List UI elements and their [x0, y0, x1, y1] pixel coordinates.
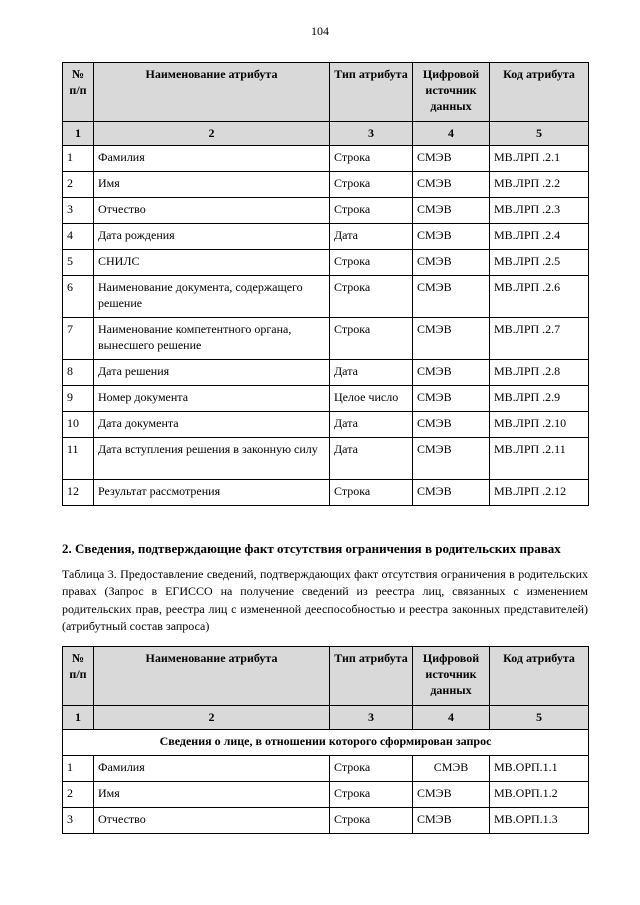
cell-attribute-name: СНИЛС: [94, 250, 330, 276]
page-number: 104: [311, 24, 329, 38]
cell-attribute-name: Имя: [94, 172, 330, 198]
column-numbers-row: [63, 706, 589, 730]
section-row-title: Сведения о лице, в отношении которого сформирован запрос: [63, 730, 589, 756]
cell-number: 5: [63, 250, 94, 276]
table-row: [63, 276, 589, 318]
table-row: [63, 318, 589, 360]
cell-attribute-type: Строка: [330, 318, 413, 360]
cell-attribute-type: Дата: [330, 438, 413, 480]
header-attribute-code: Код атрибута: [490, 647, 589, 706]
cell-attribute-type: Дата: [330, 224, 413, 250]
table-section-row: [63, 730, 589, 756]
cell-attribute-type: Строка: [330, 198, 413, 224]
cell-attribute-type: Строка: [330, 172, 413, 198]
header-data-source: Цифровой источник данных: [413, 647, 490, 706]
cell-attribute-name: Дата рождения: [94, 224, 330, 250]
header-attribute-name: Наименование атрибута: [94, 647, 330, 706]
table-row: [63, 360, 589, 386]
table-row: [63, 146, 589, 172]
cell-attribute-code: МВ.ЛРП .2.2: [490, 172, 589, 198]
cell-attribute-code: МВ.ЛРП .2.5: [490, 250, 589, 276]
cell-number: 6: [63, 276, 94, 318]
column-number: 2: [94, 706, 330, 730]
cell-attribute-name: Наименование компетентного органа, вынесшего решение: [94, 318, 330, 360]
cell-attribute-code: МВ.ЛРП .2.12: [490, 480, 589, 506]
cell-attribute-type: Строка: [330, 250, 413, 276]
cell-data-source: СМЭВ: [413, 250, 490, 276]
cell-data-source: СМЭВ: [413, 480, 490, 506]
cell-data-source: СМЭВ: [413, 276, 490, 318]
cell-attribute-type: Целое число: [330, 386, 413, 412]
column-number: 2: [94, 122, 330, 146]
cell-attribute-name: Дата документа: [94, 412, 330, 438]
column-number: 4: [413, 122, 490, 146]
cell-attribute-code: МВ.ЛРП .2.9: [490, 386, 589, 412]
cell-attribute-type: Строка: [330, 756, 413, 782]
cell-data-source: СМЭВ: [413, 782, 490, 808]
cell-attribute-name: Отчество: [94, 198, 330, 224]
cell-data-source: СМЭВ: [413, 318, 490, 360]
cell-number: 9: [63, 386, 94, 412]
table-row: [63, 172, 589, 198]
section-heading: 2. Сведения, подтверждающие факт отсутствия ограничения в родительских правах: [62, 541, 561, 556]
table-row: [63, 756, 589, 782]
header-attribute-type: Тип атрибута: [330, 63, 413, 122]
column-number: 1: [63, 122, 94, 146]
cell-attribute-name: Дата решения: [94, 360, 330, 386]
cell-data-source: СМЭВ: [413, 386, 490, 412]
table-row: [63, 480, 589, 506]
cell-attribute-name: Номер документа: [94, 386, 330, 412]
column-number: 4: [413, 706, 490, 730]
header-attribute-type: Тип атрибута: [330, 647, 413, 706]
attributes-table-2: [62, 646, 589, 834]
header-number: № п/п: [63, 647, 94, 706]
cell-data-source: СМЭВ: [413, 756, 490, 782]
table-row: [63, 386, 589, 412]
cell-attribute-code: МВ.ОРП.1.2: [490, 782, 589, 808]
cell-data-source: СМЭВ: [413, 146, 490, 172]
table-header-row: [63, 647, 589, 706]
cell-data-source: СМЭВ: [413, 172, 490, 198]
header-number: № п/п: [63, 63, 94, 122]
header-data-source: Цифровой источник данных: [413, 63, 490, 122]
cell-attribute-type: Строка: [330, 808, 413, 834]
cell-number: 10: [63, 412, 94, 438]
cell-attribute-name: Дата вступления решения в законную силу: [94, 438, 330, 480]
header-attribute-name: Наименование атрибута: [94, 63, 330, 122]
cell-attribute-code: МВ.ЛРП .2.1: [490, 146, 589, 172]
column-number: 3: [330, 706, 413, 730]
cell-number: 12: [63, 480, 94, 506]
cell-number: 4: [63, 224, 94, 250]
cell-attribute-type: Дата: [330, 412, 413, 438]
table-row: [63, 198, 589, 224]
cell-attribute-code: МВ.ОРП.1.1: [490, 756, 589, 782]
cell-data-source: СМЭВ: [413, 360, 490, 386]
cell-attribute-name: Отчество: [94, 808, 330, 834]
cell-number: 3: [63, 808, 94, 834]
table-caption: Таблица 3. Предоставление сведений, подтверждающих факт отсутствия ограничения в родительских правах (Запрос в ЕГИССО на получение сведений из реестра лиц, связанных с изменением родительских прав, реестра лиц с измененной дееспособностью и реестра законных представителей) (атрибутный состав запроса): [62, 567, 588, 634]
cell-attribute-type: Строка: [330, 276, 413, 318]
table-row: [63, 438, 589, 480]
cell-data-source: СМЭВ: [413, 412, 490, 438]
cell-number: 1: [63, 146, 94, 172]
cell-number: 2: [63, 782, 94, 808]
cell-data-source: СМЭВ: [413, 438, 490, 480]
cell-attribute-code: МВ.ЛРП .2.10: [490, 412, 589, 438]
cell-data-source: СМЭВ: [413, 808, 490, 834]
attributes-table-1: [62, 62, 589, 506]
table-row: [63, 412, 589, 438]
table-row: [63, 250, 589, 276]
cell-number: 11: [63, 438, 94, 480]
column-number: 5: [490, 122, 589, 146]
cell-attribute-code: МВ.ЛРП .2.7: [490, 318, 589, 360]
cell-attribute-code: МВ.ЛРП .2.11: [490, 438, 589, 480]
cell-attribute-code: МВ.ЛРП .2.6: [490, 276, 589, 318]
cell-number: 1: [63, 756, 94, 782]
cell-attribute-code: МВ.ЛРП .2.4: [490, 224, 589, 250]
cell-attribute-type: Строка: [330, 146, 413, 172]
table-row: [63, 224, 589, 250]
table-row: [63, 808, 589, 834]
cell-number: 3: [63, 198, 94, 224]
column-number: 3: [330, 122, 413, 146]
cell-number: 8: [63, 360, 94, 386]
cell-attribute-type: Строка: [330, 782, 413, 808]
cell-attribute-code: МВ.ЛРП .2.8: [490, 360, 589, 386]
cell-data-source: СМЭВ: [413, 224, 490, 250]
column-number: 1: [63, 706, 94, 730]
column-numbers-row: [63, 122, 589, 146]
cell-number: 2: [63, 172, 94, 198]
cell-attribute-code: МВ.ЛРП .2.3: [490, 198, 589, 224]
cell-attribute-name: Фамилия: [94, 756, 330, 782]
table-row: [63, 782, 589, 808]
cell-attribute-type: Строка: [330, 480, 413, 506]
header-attribute-code: Код атрибута: [490, 63, 589, 122]
column-number: 5: [490, 706, 589, 730]
cell-attribute-name: Наименование документа, содержащего решение: [94, 276, 330, 318]
cell-number: 7: [63, 318, 94, 360]
cell-attribute-code: МВ.ОРП.1.3: [490, 808, 589, 834]
cell-attribute-name: Результат рассмотрения: [94, 480, 330, 506]
cell-data-source: СМЭВ: [413, 198, 490, 224]
table-header-row: [63, 63, 589, 122]
cell-attribute-name: Имя: [94, 782, 330, 808]
cell-attribute-type: Дата: [330, 360, 413, 386]
cell-attribute-name: Фамилия: [94, 146, 330, 172]
